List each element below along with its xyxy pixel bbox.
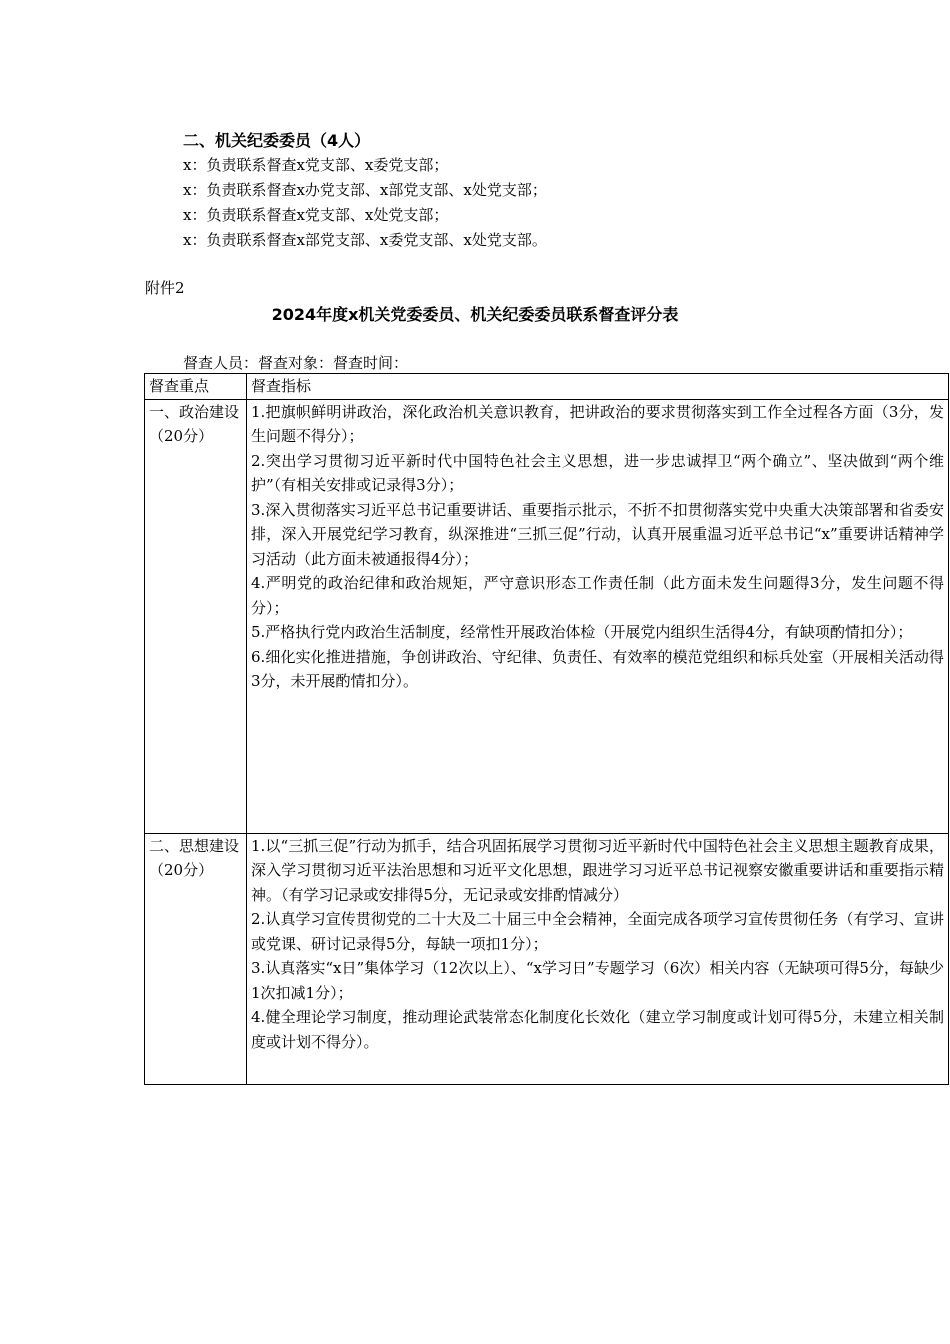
indicator-item: 6.细化实化推进措施，争创讲政治、守纪律、负责任、有效率的模范党组织和标兵处室（开展相关活动得3分，未开展酌情扣分）。 (251, 647, 944, 690)
indicator-item: 2.认真学习宣传贯彻党的二十大及二十届三中全会精神，全面完成各项学习宣传贯彻任务（有学习、宣讲或党课、研讨记录得5分，每缺一项扣1分）； (251, 910, 944, 953)
section-heading: 二、机关纪委委员（4人） (183, 131, 371, 150)
focus-cell: 二、思想建设（20分） (145, 833, 247, 1084)
indicator-cell (247, 833, 949, 1084)
list-item: x：负责联系督查x部党支部、x委党支部、x处党支部。 (183, 231, 547, 249)
table-header-cell: 督查重点 (145, 374, 247, 400)
indicator-item: 4.严明党的政治纪律和政治规矩，严守意识形态工作责任制（此方面未发生问题得3分，发生问题不得分）； (251, 574, 944, 617)
indicator-item: 5.严格执行党内政治生活制度，经常性开展政治体检（开展党内组织生活得4分，有缺项酌情扣分）； (251, 623, 913, 641)
table-row (145, 399, 949, 833)
list-item: x：负责联系督查x党支部、x处党支部； (183, 206, 449, 224)
score-table (144, 373, 949, 1085)
indicator-item: 3.深入贯彻落实习近平总书记重要讲话、重要指示批示，不折不扣贯彻落实党中央重大决策部署和省委安排，深入开展党纪学习教育，纵深推进“三抓三促”行动，认真开展重温习近平总书记“x”重要讲话精神学习活动（此方面未被通报得4分）； (251, 500, 944, 568)
table-row (145, 833, 949, 1084)
indicator-item: 1.以“三抓三促”行动为抓手，结合巩固拓展学习贯彻习近平新时代中国特色社会主义思想主题教育成果，深入学习贯彻习近平法治思想和习近平文化思想，跟进学习习近平总书记视察安徽重要讲话和重要指示精神。（有学习记录或安排得5分，无记录或安排酌情减分） (251, 836, 944, 904)
indicator-item: 1.把旗帜鲜明讲政治，深化政治机关意识教育，把讲政治的要求贯彻落实到工作全过程各方面（3分，发生问题不得分）； (251, 402, 944, 445)
page-title: 2024年度x机关党委委员、机关纪委委员联系督查评分表 (271, 305, 679, 324)
attachment-label: 附件2 (145, 279, 185, 297)
list-item: x：负责联系督查x党支部、x委党支部； (183, 156, 449, 174)
focus-cell: 一、政治建设（20分） (145, 399, 247, 833)
member-list (183, 153, 547, 253)
indicator-item: 2.突出学习贯彻习近平新时代中国特色社会主义思想，进一步忠诚捍卫“两个确立”、坚决做到“两个维护”（有相关安排或记录得3分）； (251, 451, 944, 494)
meta-line: 督查人员：督查对象：督查时间： (183, 354, 409, 372)
list-item: x：负责联系督查x办党支部、x部党支部、x处党支部； (183, 181, 547, 199)
table-header-cell: 督查指标 (247, 374, 949, 400)
indicator-cell (247, 399, 949, 833)
table-header-row (145, 374, 949, 400)
indicator-item: 3.认真落实“x日”集体学习（12次以上）、“x学习日”专题学习（6次）相关内容（无缺项可得5分，每缺少1次扣减1分）； (251, 959, 944, 1002)
indicator-item: 4.健全理论学习制度，推动理论武装常态化制度化长效化（建立学习制度或计划可得5分，未建立相关制度或计划不得分）。 (251, 1008, 944, 1051)
